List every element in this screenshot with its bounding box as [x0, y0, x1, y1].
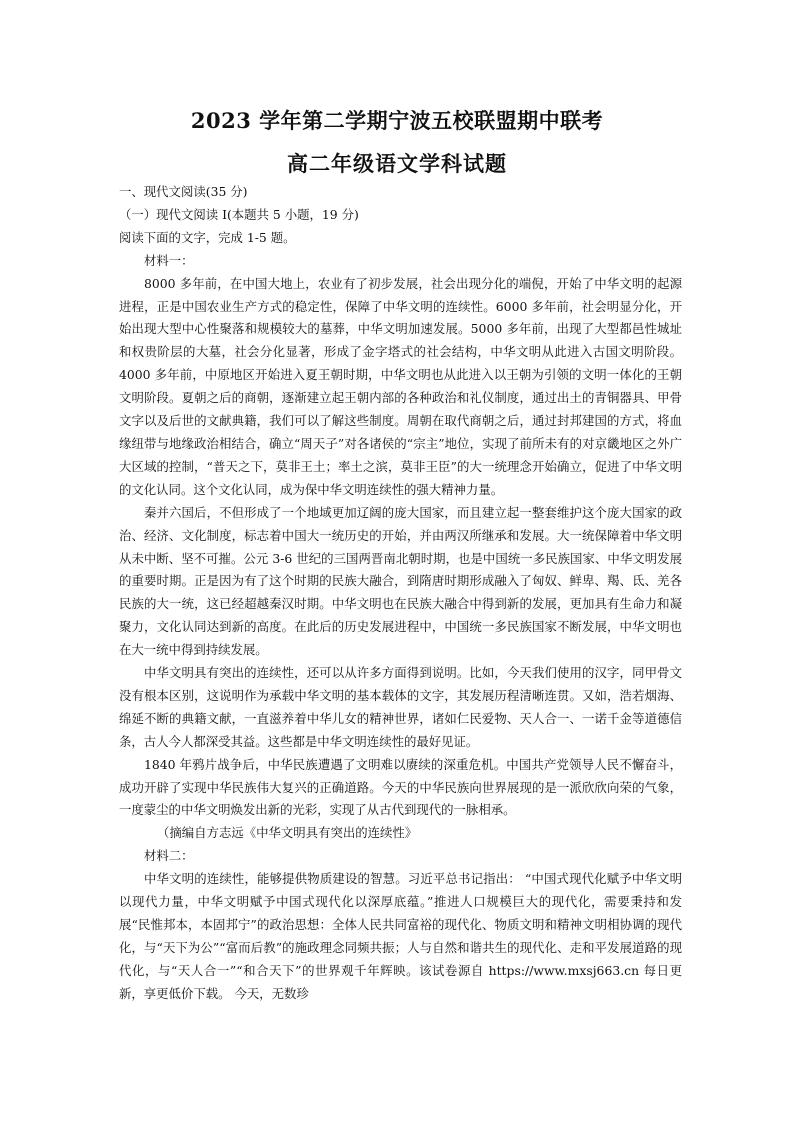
exam-body [119, 181, 682, 1006]
material2-label: 材料二： [144, 848, 194, 864]
exam-title: 2023 学年第二学期宁波五校联盟期中联考 [190, 108, 604, 133]
material1-source: （摘编自方志远《中华文明具有突出的连续性》 [157, 825, 418, 841]
material1-paragraph-1: 8000 多年前，在中国大地上，农业有了初步发展，社会出现分化的端倪，开始了中华文明的起源进程，正是中国农业生产方式的稳定性，保障了中华文明的连续性。6000 多年前，社会明显分化，开始出现大型中心性聚落和规模较大的墓葬，中华文明加速发展。5000 多年前，出现了大型都邑性城址和权贵阶层的大墓，社会分化显著，形成了金字塔式的社会结构，中华文明从此进入古国文明阶段。4000 多年前，中原地区开始进入夏王朝时期，中华文明也从此进入以王朝为引领的文明一体化的王朝文明阶段。夏朝之后的商朝，逐渐建立起王朝内部的各种政治和礼仪制度，通过出土的青铜器具、甲骨文字以及后世的文献典籍，我们可以了解这些制度。周朝在取代商朝之后，通过封邦建国的方式，将血缘纽带与地缘政治相结合，确立“周天子”对各诸侯的“宗主”地位，实现了前所未有的对京畿地区之外广大区域的控制，“普天之下，莫非王土；率土之滨，莫非王臣”的大一统理念开始确立，促进了中华文明的文化认同。这个文化认同，成为保中华文明连续性的强大精神力量。 [119, 275, 682, 497]
material1-paragraph-4: 1840 年鸦片战争后，中华民族遭遇了文明难以赓续的深重危机。中国共产党领导人民不懈奋斗，成功开辟了实现中华民族伟大复兴的正确道路。今天的中华民族向世界展现的是一派欣欣向荣的气象，一度蒙尘的中华文明焕发出新的光彩，实现了从古代到现代的一脉相承。 [119, 756, 682, 818]
material1-paragraph-2: 秦并六国后，不但形成了一个地域更加辽阔的庞大国家，而且建立起一整套维护这个庞大国家的政治、经济、文化制度，标志着中国大一统历史的开始，并由两汉所继承和发展。大一统保障着中华文明从未中断、坚不可摧。公元 3-6 世纪的三国两晋南北朝时期，也是中国统一多民族国家、中华文明发展的重要时期。正是因为有了这个时期的民族大融合，到隋唐时期形成融入了匈奴、鲜卑、羯、氐、羌各民族的大一统，这已经超越秦汉时期。中华文明也在民族大融合中得到新的发展，更加具有生命力和凝聚力，文化认同达到新的高度。在此后的历史发展进程中，中国统一多民族国家不断发展，中华文明也在大一统中得到持续发展。 [119, 504, 682, 658]
exam-subtitle: 高二年级语文学科试题 [287, 151, 507, 176]
section-heading: 一、现代文阅读(35 分) [119, 184, 248, 199]
reading-instruction: 阅读下面的文字，完成 1-5 题。 [119, 229, 296, 245]
material1-label: 材料一： [144, 252, 194, 268]
section-subheading: （一）现代文阅读 I(本题共 5 小题，19 分) [119, 206, 359, 222]
material1-paragraph-3: 中华文明具有突出的连续性，还可以从许多方面得到说明。比如，今天我们使用的汉字，同甲骨文没有根本区别，这说明作为承载中华文明的基本载体的文字，其发展历程清晰连贯。又如，浩若烟海、绵延不断的典籍文献，一直滋养着中华儿女的精神世界，诸如仁民爱物、天人合一、一诺千金等道德信条，古人今人都深受其益。这些都是中华文明连续性的最好见证。 [119, 665, 682, 749]
material2-paragraph-1: 中华文明的连续性，能够提供物质建设的智慧。习近平总书记指出： “中国式现代化赋予中华文明以现代力量，中华文明赋予中国式现代化以深厚底蕴。”推进人口规模巨大的现代化，需要秉持和发展“民惟邦本，本固邦宁”的政治思想：全体人民共同富裕的现代化、物质文明和精神文明相协调的现代化，与“天下为公”“富而后教”的施政理念同频共振；人与自然和谐共生的现代化、走和平发展道路的现代化，与“天人合一”“和合天下”的世界观千年辉映。该试卷源自 https://www.mxsj663.cn 每日更新，享更低价下载。 今天，无数珍 [119, 871, 682, 1001]
